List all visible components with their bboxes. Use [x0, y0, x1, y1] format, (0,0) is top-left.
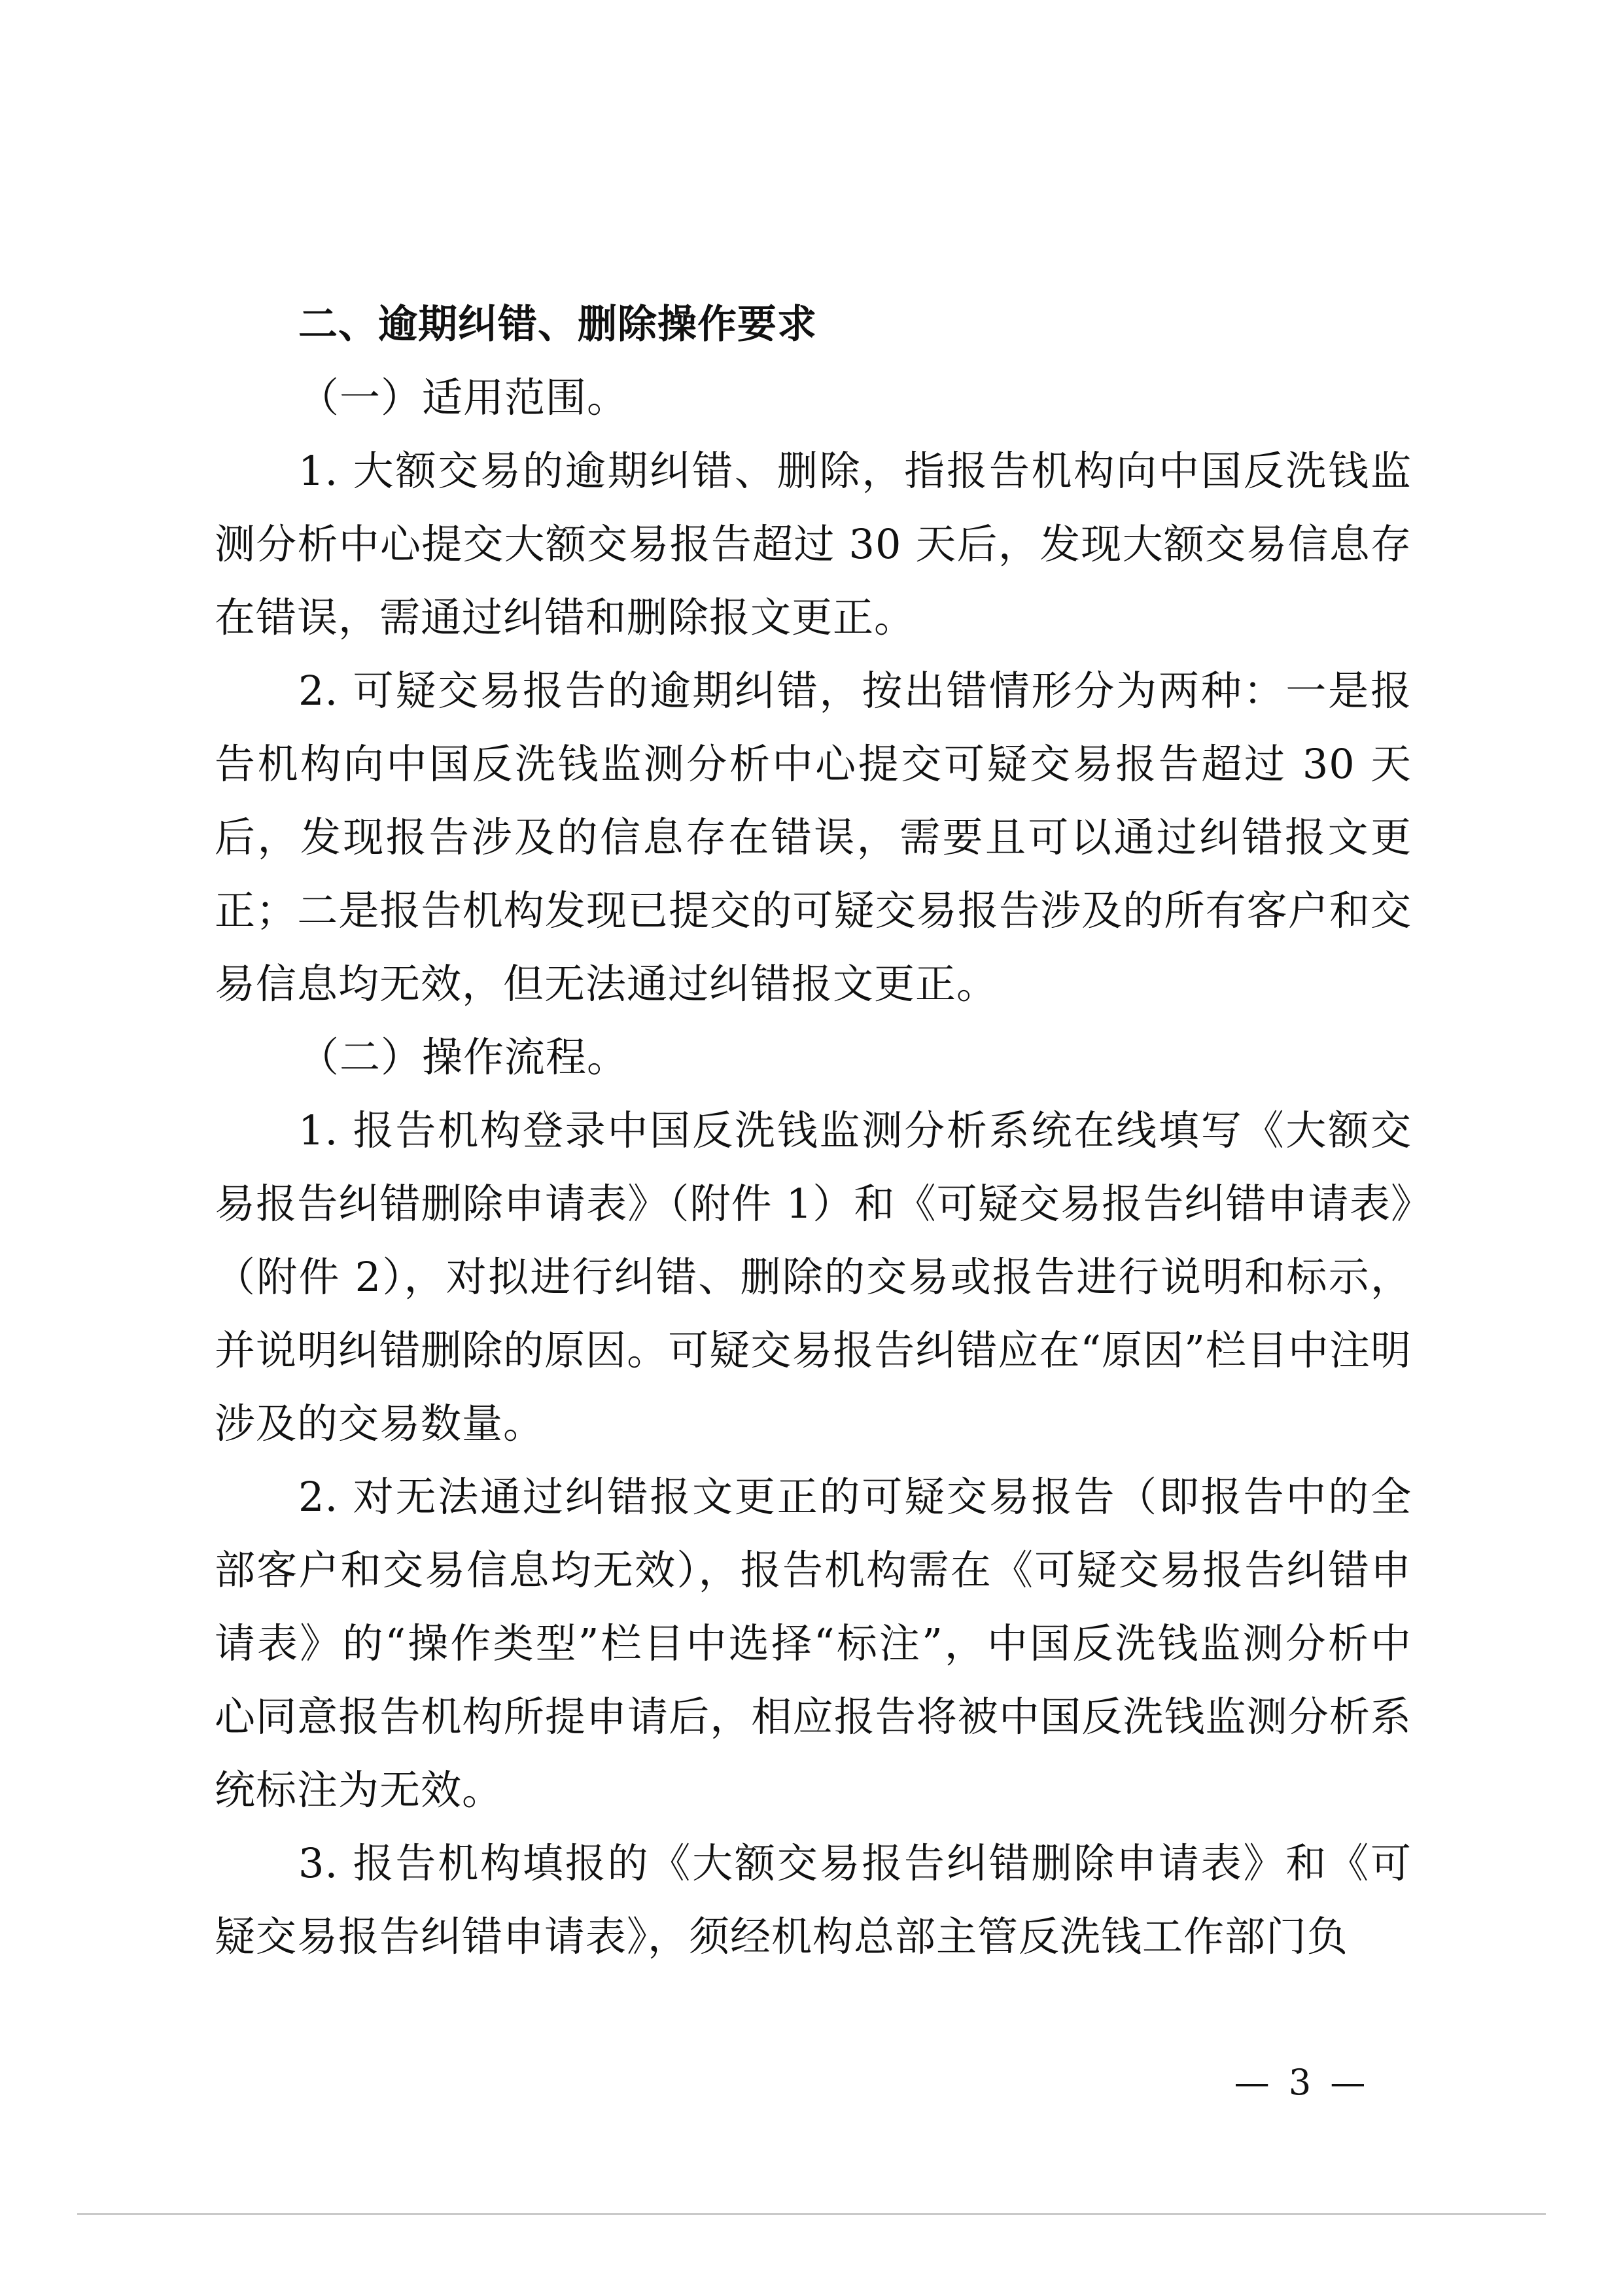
document-body: [215, 288, 1412, 1973]
subsection-title-scope: （一）适用范围。: [298, 374, 629, 421]
section-heading: 二、逾期纠错、删除操作要求: [298, 302, 817, 347]
page-number: — 3 —: [1234, 2062, 1370, 2103]
footer-divider: [77, 2213, 1546, 2215]
paragraph-procedure-2: 2. 对无法通过纠错报文更正的可疑交易报告（即报告中的全部客户和交易信息均无效），报告机构需在《可疑交易报告纠错申请表》的“操作类型”栏目中选择“标注”，中国反洗钱监测分析中心同意报告机构所提申请后，相应报告将被中国反洗钱监测分析系统标注为无效。: [215, 1473, 1412, 1814]
paragraph-suspicious-transaction: 2. 可疑交易报告的逾期纠错，按出错情形分为两种：一是报告机构向中国反洗钱监测分析中心提交可疑交易报告超过 30 天后，发现报告涉及的信息存在错误，需要且可以通过纠错报文更正；二是报告机构发现已提交的可疑交易报告涉及的所有客户和交易信息均无效，但无法通过纠错报文更正。: [215, 667, 1412, 1008]
paragraph-procedure-1: 1. 报告机构登录中国反洗钱监测分析系统在线填写《大额交易报告纠错删除申请表》（附件 1）和《可疑交易报告纠错申请表》（附件 2），对拟进行纠错、删除的交易或报告进行说明和标示，并说明纠错删除的原因。可疑交易报告纠错应在“原因”栏目中注明涉及的交易数量。: [215, 1106, 1412, 1447]
subsection-title-procedure: （二）操作流程。: [298, 1033, 629, 1081]
paragraph-procedure-3: 3. 报告机构填报的《大额交易报告纠错删除申请表》和《可疑交易报告纠错申请表》，须经机构总部主管反洗钱工作部门负: [215, 1839, 1412, 1960]
paragraph-large-transaction: 1. 大额交易的逾期纠错、删除，指报告机构向中国反洗钱监测分析中心提交大额交易报告超过 30 天后，发现大额交易信息存在错误，需通过纠错和删除报文更正。: [215, 447, 1412, 641]
